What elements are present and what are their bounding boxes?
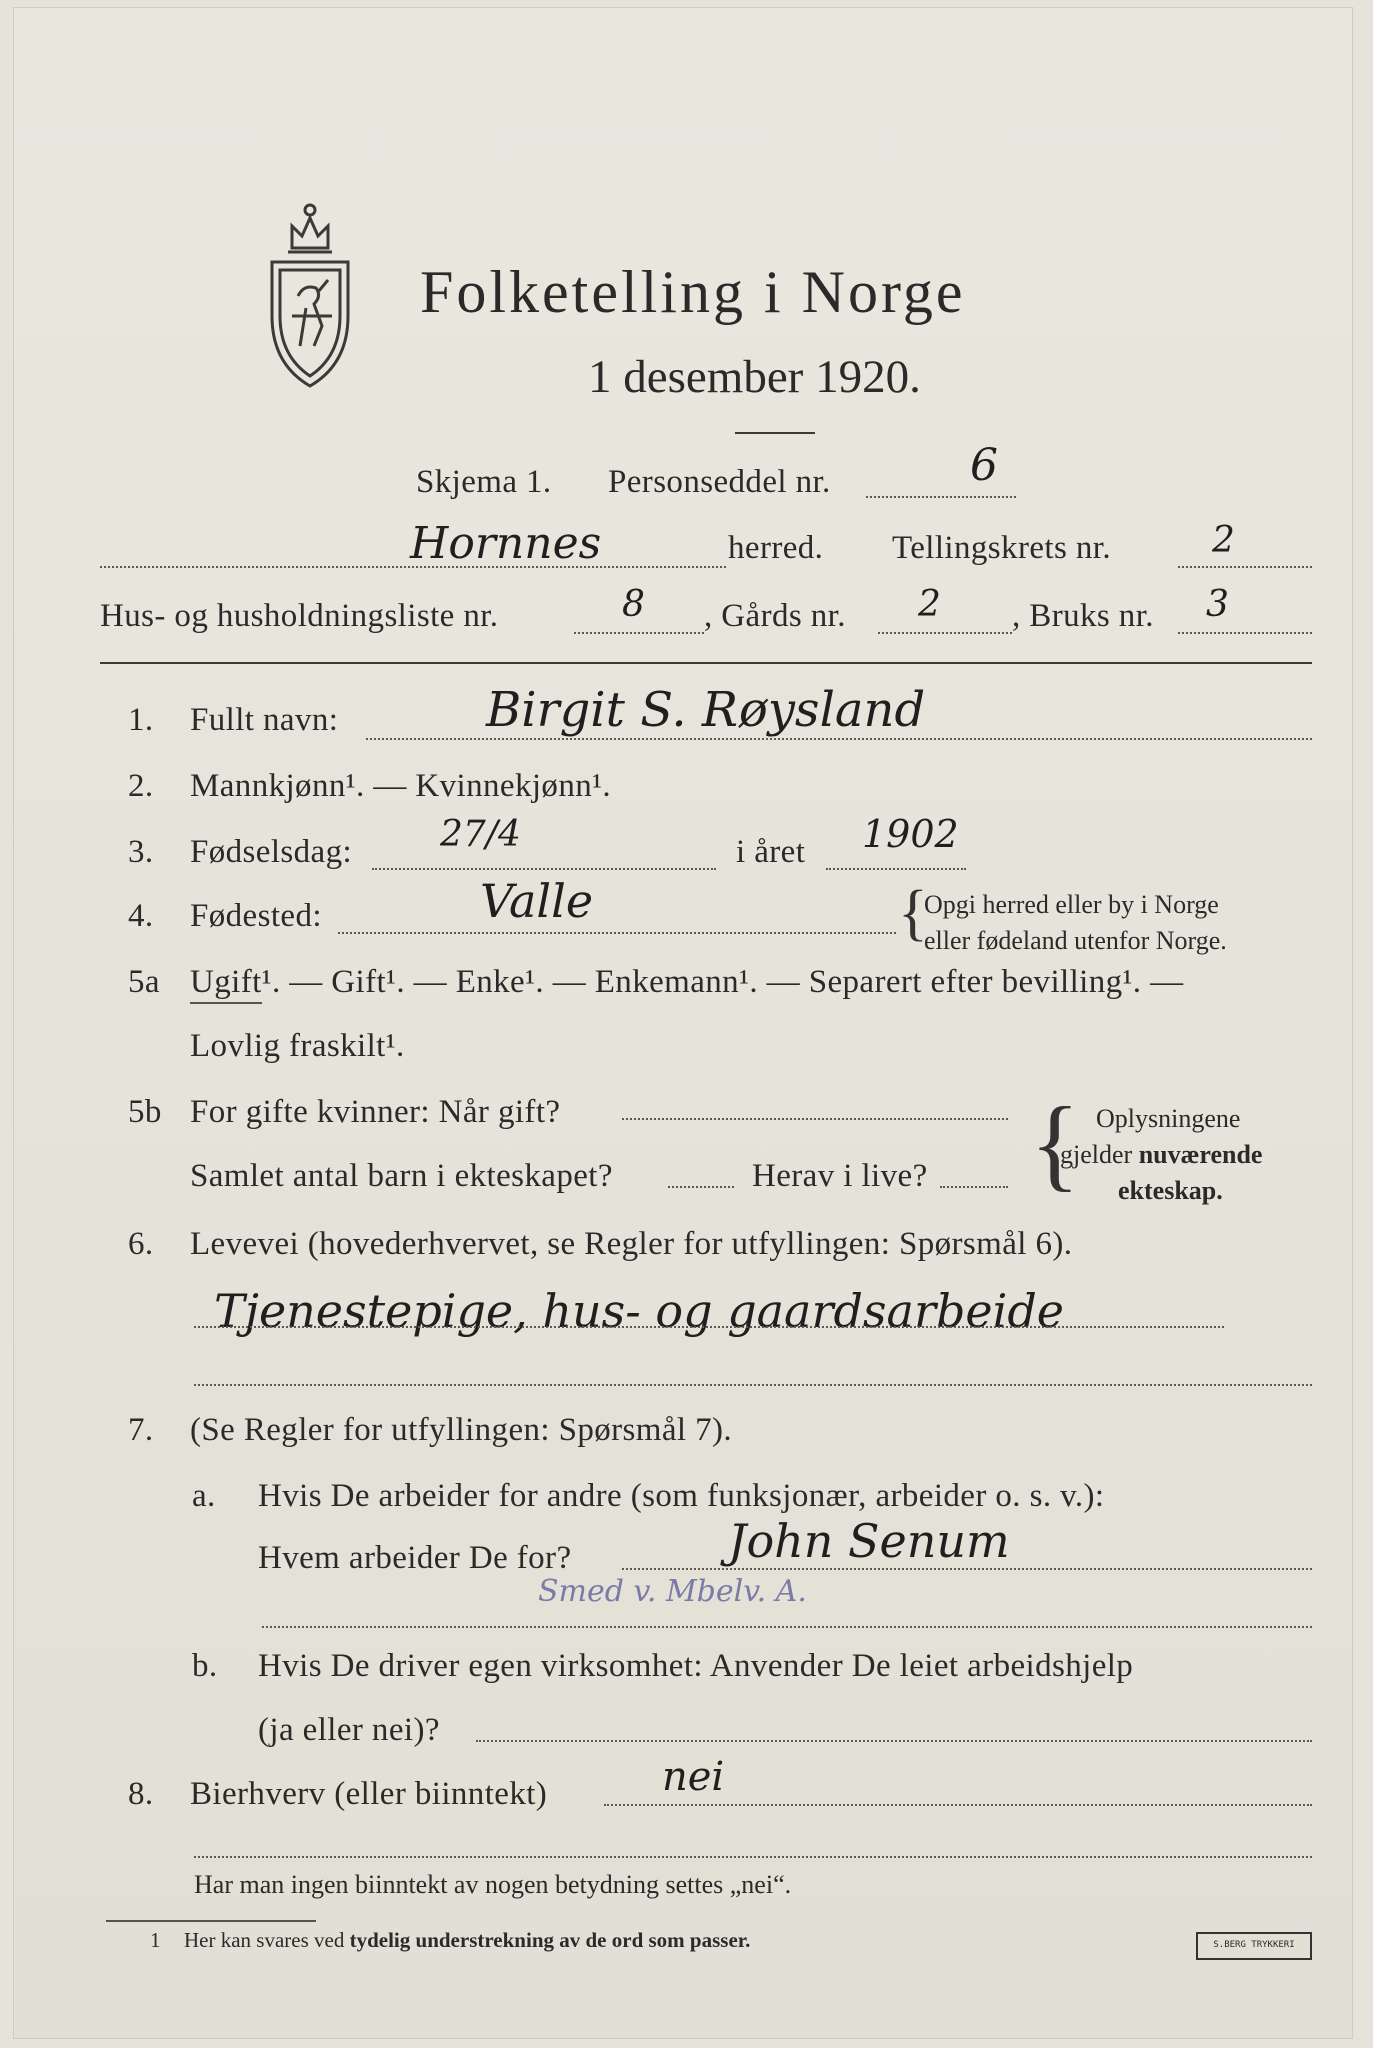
q5a-line2: Lovlig fraskilt¹. [190, 1028, 405, 1064]
footer-note: Har man ingen biinntekt av nogen betydning settes „nei“. [194, 1870, 792, 1899]
herred-label: herred. [728, 530, 824, 566]
personseddel-label: Personseddel nr. [608, 464, 831, 500]
q2-number: 2. [128, 768, 154, 804]
footnote-number: 1 [150, 1928, 161, 1952]
q5b-note-line2b: nuværende [1138, 1140, 1263, 1169]
q6-label: Levevei (hovederhvervet, se Regler for utfyllingen: Spørsmål 6). [190, 1226, 1073, 1262]
q4-value: Valle [480, 874, 594, 928]
personseddel-dots [866, 496, 1016, 498]
q7b-dots [476, 1740, 1312, 1742]
q3-year-label: i året [736, 834, 806, 870]
q5b-line1-dots [622, 1118, 1008, 1120]
q5b-note-line2a: gjelder [1060, 1140, 1139, 1169]
q1-number: 1. [128, 702, 154, 738]
q7-label: (Se Regler for utfyllingen: Spørsmål 7). [190, 1412, 733, 1448]
q7a-line1: Hvis De arbeider for andre (som funksjonær, arbeider o. s. v.): [258, 1478, 1105, 1514]
q4-note-line2: eller fødeland utenfor Norge. [924, 926, 1227, 955]
hus-dots [574, 632, 704, 634]
q8-dots [604, 1804, 1312, 1806]
q5a-number: 5a [128, 964, 160, 1000]
q8-value: nei [662, 1754, 725, 1800]
q4-label: Fødested: [190, 898, 322, 934]
herred-value: Hornnes [410, 518, 602, 569]
q7b-letter: b. [192, 1648, 218, 1684]
q8-number: 8. [128, 1776, 154, 1812]
q5a-line1: Ugift¹. — Gift¹. — Enke¹. — Enkemann¹. — Separert efter bevilling¹. — [190, 964, 1184, 1000]
q7a-value-2: Smed v. Mbelv. A. [538, 1574, 807, 1609]
q7a-dots [622, 1568, 1312, 1570]
q4-dots [338, 932, 896, 934]
personseddel-value: 6 [970, 440, 998, 491]
header-divider [100, 662, 1312, 664]
q5b-note-line2 [1060, 1140, 1262, 1170]
q3-dots [372, 868, 716, 870]
q7-number: 7. [128, 1412, 154, 1448]
q7a-dots-2 [262, 1626, 1312, 1628]
footnote-text-a: Her kan svares ved [184, 1928, 350, 1952]
q1-label: Fullt navn: [190, 702, 339, 738]
q4-note-line1: Opgi herred eller by i Norge [924, 890, 1219, 919]
q5b-note-line3: ekteskap. [1118, 1176, 1223, 1205]
skjema-label: Skjema 1. [416, 464, 552, 500]
q3-number: 3. [128, 834, 154, 870]
q3-value: 27/4 [440, 814, 521, 855]
title-divider [735, 432, 815, 434]
form-title: Folketelling i Norge [420, 259, 966, 325]
q6-dots-1 [194, 1326, 1224, 1328]
q5b-line2a: Samlet antal barn i ekteskapet? [190, 1158, 613, 1194]
q7b-line1: Hvis De driver egen virksomhet: Anvender De leiet arbeidshjelp [258, 1648, 1134, 1684]
q3-year-dots [826, 868, 966, 870]
hus-value: 8 [622, 584, 645, 625]
q3-year-value: 1902 [862, 812, 959, 856]
q1-value: Birgit S. Røysland [486, 682, 926, 738]
footnote-rule [106, 1920, 316, 1922]
q3-label: Fødselsdag: [190, 834, 353, 870]
tellingskrets-value: 2 [1212, 520, 1235, 561]
bruks-dots [1178, 632, 1312, 634]
hus-label: Hus- og husholdningsliste nr. [100, 598, 499, 634]
q5b-line1: For gifte kvinner: Når gift? [190, 1094, 561, 1130]
gards-dots [878, 632, 1012, 634]
bruks-value: 3 [1206, 584, 1229, 625]
q6-value: Tjenestepige, hus- og gaardsarbeide [214, 1284, 1064, 1338]
tellingskrets-dots [1178, 566, 1312, 568]
q7a-line2: Hvem arbeider De for? [258, 1540, 572, 1576]
q7a-value: John Senum [728, 1514, 1010, 1568]
q7a-letter: a. [192, 1478, 216, 1514]
herred-dots [100, 566, 726, 568]
printer-stamp [1196, 1932, 1312, 1960]
norway-coat-of-arms-icon [262, 196, 358, 396]
gards-label: , Gårds nr. [704, 598, 846, 634]
q5a-ugift-underline [190, 1002, 262, 1004]
q6-number: 6. [128, 1226, 154, 1262]
q5b-line2a-dots [668, 1186, 734, 1188]
q5b-note-line1: Oplysningene [1096, 1104, 1241, 1133]
q5b-line2b-dots [940, 1186, 1008, 1188]
footnote-text-b: tydelig understrekning av de ord som passer. [349, 1928, 751, 1952]
q1-dots [366, 738, 1312, 740]
q4-number: 4. [128, 898, 154, 934]
form-date: 1 desember 1920. [588, 351, 921, 403]
q8-dots-2 [194, 1856, 1312, 1858]
q5b-line2b: Herav i live? [752, 1158, 928, 1194]
q5b-number: 5b [128, 1094, 162, 1130]
tellingskrets-label: Tellingskrets nr. [892, 530, 1111, 566]
q2-label: Mannkjønn¹. — Kvinnekjønn¹. [190, 768, 612, 804]
bruks-label: , Bruks nr. [1012, 598, 1154, 634]
q5b-note-brace: { [1030, 1086, 1080, 1201]
q7b-line2: (ja eller nei)? [258, 1712, 440, 1748]
q4-note-brace: { [898, 879, 928, 947]
printer-stamp-text: S.BERG TRYKKERI [1213, 1940, 1295, 1950]
q8-label: Bierhverv (eller biinntekt) [190, 1776, 548, 1812]
q6-dots-2 [194, 1384, 1312, 1386]
gards-value: 2 [918, 584, 941, 625]
footnote-text [184, 1928, 750, 1953]
